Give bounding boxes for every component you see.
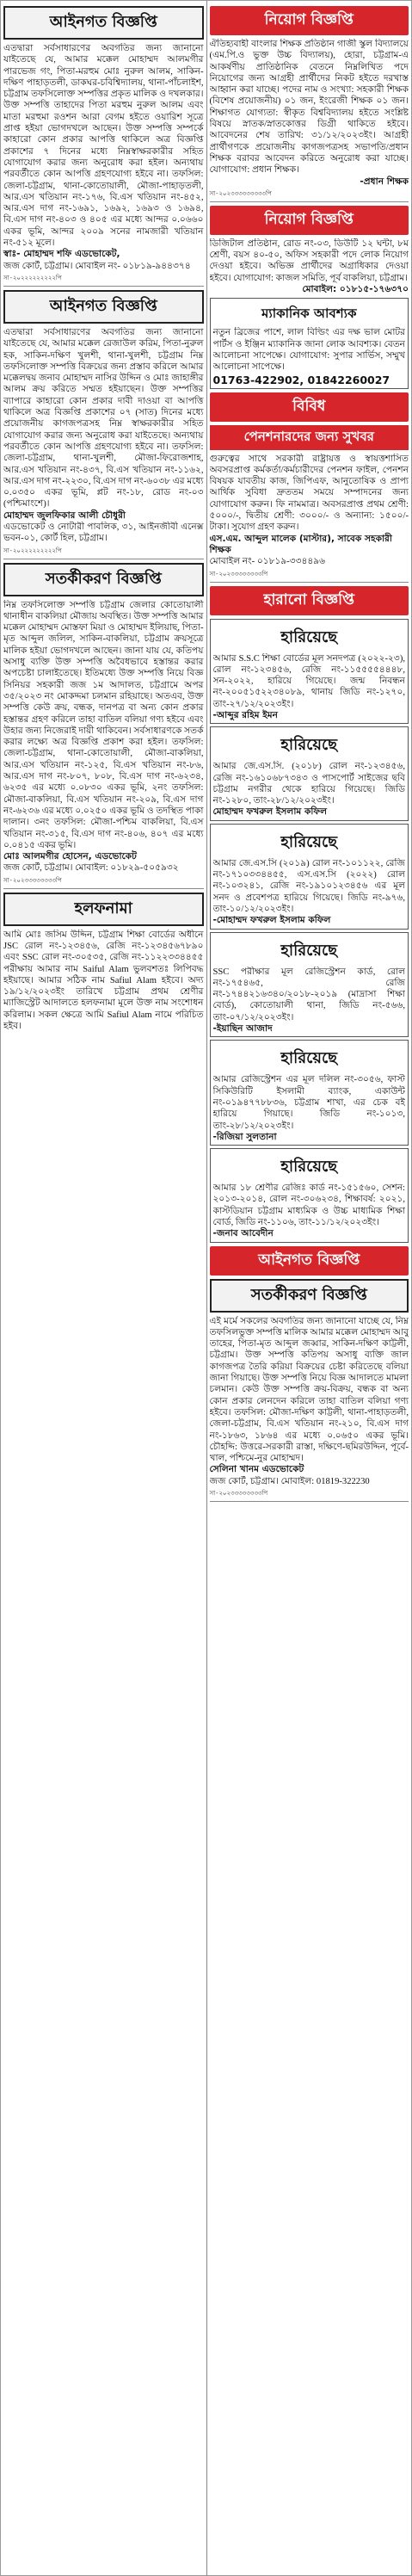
left-column <box>1 1 206 2576</box>
lost-item-signature: -আব্দুর রহিম ইমন <box>212 709 278 720</box>
notice-header: সতর্কীকরণ বিজ্ঞপ্তি <box>3 563 204 596</box>
lost-notices <box>210 586 409 1243</box>
notice-phone: 01763-422902, 01842260027 <box>212 373 390 386</box>
affidavit-notice <box>3 893 204 1033</box>
legal-notice-1 <box>3 6 204 287</box>
job-notice-1 <box>210 6 409 202</box>
lost-item-signature: -মোহাম্মদ ফখরুল ইসলাম কফিল <box>212 915 331 926</box>
notice-signature-details: এডভোকেট ও নোটারী পাবলিক, ৩১, আইনজীবী এনেক্স ভবন-০১, কোর্ট হিল, চট্টগ্রাম। <box>3 522 204 544</box>
lost-item-signature: -ইয়াছিন আজাদ <box>212 1023 273 1035</box>
right-column <box>206 1 412 2576</box>
notice-header: আইনগত বিজ্ঞপ্তি <box>210 1246 409 1276</box>
warning-notice-2 <box>210 1246 409 1502</box>
notice-header: ম্যাকানিক আবশ্যক <box>261 306 357 322</box>
notice-ref: সা-২০২৩৩৩৩৩৩৩৩পি <box>210 568 409 583</box>
lost-item <box>210 619 409 725</box>
lost-item-title: হারিয়েছে <box>280 736 338 755</box>
notice-body: এতদ্বারা সর্বসাধারণের অবগতির জন্য জানানো যাইতেছে যে, আমার মক্কেল মোহাম্মদ আলমগীর পারভেজ গং, পিতা-মরহুম মোঃ নুরুল আলম, সাকিন-দক্ষিণ পাহাড়তলী, ডাকঘর-চবিশ্বিদ্যালয়, থানা-পাঁচলাইশ, চট্টগ্রাম তফসিলোক্ত সম্পত্তির প্রকৃত মালিক ও দখলকার। উক্ত সম্পত্তি তাহাদের পিতা মরহুম নুরুল আলম এবং মাতা মরহুমা রওশন আরা বেগম হইতে ওয়ারিশ সূত্রে প্রাপ্ত হইয়া ভোগদখলে আছেন। উক্ত সম্পত্তি সম্পর্কে কাহারো কোন প্রকার আপত্তি থাকিলে অত্র বিজ্ঞপ্তি প্রকাশের ৭ দিনের মধ্যে নিম্নস্বাক্ষরকারীর সহিত যোগাযোগ করার জন্য অনুরোধ করা হইল। অন্যথায় পরবর্তীতে কোন আপত্তি গ্রহণযোগ্য হইবে না। তফসিল: জেলা-চট্টগ্রাম, থানা-কোতোয়ালী, মৌজা-পাহাড়তলী, আর.এস খতিয়ান নং-১৭৬, বি.এস খতিয়ান নং-৪৫২, আর.এস দাগ নং-১৬৯১, ১৬৯২, ১৬৯৩ ও ১৬৯৪, বি.এস দাগ নং-৪০৩ ও ৪০৫ এর মধ্যে আন্দর ০.০৬৬০ একর ভূমি, আন্দর ২০০৯ সনের নামজারী খতিয়ান নং-৫১২ মূলে। <box>3 44 204 249</box>
notice-subheader: পেনশনারদের জন্য সুখবর <box>210 425 409 450</box>
notice-signature: মোঃ আলমগীর হোসেন, এডভোকেট <box>3 851 137 862</box>
lost-item-body: SSC পরীক্ষার মূল রেজিস্ট্রেশন কার্ড, রোল নং-১৭৫৪৬৫, রেজি নং-১৭৪৪২১৬৩৪০/২০১৮-২০১৯ (মাদ্রাসা শিক্ষা বোর্ড), কোতোয়ালী থানা, জিডি নং-৫৬৬, তাং-০৭/১২/২০২৩ইং। <box>212 967 405 1022</box>
notice-ref: সা-২০২৩৩৩৩৩৩৩৩পি <box>3 874 204 889</box>
notice-body: এতদ্বারা সর্বসাধারণের অবগতির জন্য জানানো যাইতেছে যে, আমার মক্কেল রেজাউল করিম, পিতা-নুরুল হক, সাকিন-দক্ষিণ খুলশী, থানা-খুলশী, চট্টগ্রাম নিম্ন তফসিলোক্ত সম্পত্তি বিক্রয়ের জন্য প্রস্তাব করিলে আমার মক্কেলদ্বয় জনাব মোহাম্মদ নাসির উদ্দিন ও মোঃ জাহাঙ্গীর আলম ক্রয় করিতে সম্মত হইয়াছেন। উক্ত সম্পত্তির ব্যাপারে কাহারো কোন প্রকার দাবী দাওয়া বা আপত্তি থাকিলে অত্র বিজ্ঞপ্তি প্রকাশের ০৭ (সাত) দিনের মধ্যে প্রয়োজনীয় কাগজপত্রসহ নিম্ন স্বাক্ষরকারীর সহিত যোগাযোগ করার জন্য অনুরোধ করা যাইতেছে। অন্যথায় পরবর্তীতে কোন আপত্তি গ্রহণযোগ্য হইবে না। তফসিল: জেলা-চট্টগ্রাম, থানা-খুলশী, মৌজা-ফিরোজশাহ, আর.এস খতিয়ান নং-৪৩৭, বি.এস খতিয়ান নং-১১৬২, আর.এস দাগ নং-২২৩০, বি.এস দাগ নং-৬০৩৮ এর মধ্যে ০.০৩৫০ একর ভূমি, প্লট নং-১৮, রোড নং-০৩ (পশ্চিমাংশে)। <box>3 327 204 510</box>
lost-item-signature: -জনাব আবেদীন <box>212 1228 274 1239</box>
lost-item <box>210 1148 409 1242</box>
lost-item-title: হারিয়েছে <box>280 941 338 960</box>
lost-item-body: আমার জে.এস.সি. (২০১৮) রোল নং-১২৩৪৫৬, রেজি নং-১৬১০৬৮৭৩৪৩ ও পাসপোর্ট সাইজের ছবি চট্টগ্রাম নগরীর থেকে হারিয়ে গিয়েছে। জিডি নং-১২৮০, তাং-২৮/১২/২০২৩ইং। <box>212 762 405 806</box>
lost-item-body: আমার ১৮ শ্রেণীর রেজিঃ কার্ড নং-১৫১৫৬০, সেশন: ২০১৩-২০১৪, রোল নং-৩০৬২৩৪, শিক্ষাবর্ষ: ২০২১, কাস্টডিয়ান চট্টগ্রাম মাধ্যমিক ও উচ্চ মাধ্যমিক শিক্ষা বোর্ড, জিডি নং-১১০৬, তাং-১১/১২/২০২৩ইং। <box>212 1183 405 1227</box>
lost-item <box>210 1040 409 1146</box>
lost-item-title: হারিয়েছে <box>280 832 338 851</box>
notice-ref: সা-২০২৩৩৩৩৩৩৩৩৩পি <box>210 188 409 202</box>
notice-signature: এস.এম. আব্দুল মালেক (মাস্টার), সাবেক সহকারী শিক্ষক <box>209 533 392 555</box>
legal-notice-2 <box>3 290 204 559</box>
notice-ref: সা-২০২২২২২২২২২পি <box>3 272 204 287</box>
lost-item <box>210 726 409 820</box>
notice-body: নিম্ন তফসিলোক্ত সম্পত্তি চট্টগ্রাম জেলার কোতোয়ালী থানাধীন বাকলিয়া মৌজায় অবস্থিত। উক্ত সম্পত্তি আমার মক্কেল মোহাম্মদ মোস্তফা মিয়া ও মোহাম্মদ ইলিয়াছ, পিতা-মৃত আব্দুল জলিল, সাকিন-বাকলিয়া, চট্টগ্রাম ক্রয়সূত্রে মালিক হইয়া ভোগদখলে আছেন। জানা যায় যে, কতিপয় অসাধু ব্যক্তি উক্ত সম্পত্তি অবৈধভাবে হস্তান্তর করার অপচেষ্টা চালাইতেছে। ইতিমধ্যে উক্ত সম্পত্তি নিয়ে বিজ্ঞ সিনিয়র সহকারী জজ ১ম আদালত, চট্টগ্রামে অপর ৩৫/২০২৩ নং মোকদ্দমা চলমান রহিয়াছে। অতএব, উক্ত সম্পত্তি কেউ ক্রয়, বন্ধক, দানপত্র বা অন্য কোন প্রকার হস্তান্তর গ্রহণ করিলে তাহা বাতিল বলিয়া গণ্য হইবে এবং উহার জন্য নিজেরাই দায়ী থাকিবেন। সর্বসাধারণকে সতর্ক করার লক্ষ্যে অত্র বিজ্ঞপ্তি প্রকাশ করা হইল। তফসিল: জেলা-চট্টগ্রাম, থানা-কোতোয়ালী, মৌজা-বাকলিয়া, আর.এস খতিয়ান নং-১২৫, বি.এস খতিয়ান নং-৮৬, আর.এস দাগ নং-৮০৭, ৮০৮, বি.এস দাগ নং-৬২৩৪, ৬২৩৫ এর মধ্যে ০.০৮৩০ একর ভূমি, ২নং তফসিল: মৌজা-বাকলিয়া, বি.এস খতিয়ান নং-২০৯, বি.এস দাগ নং-৬২৩৬ এর মধ্যে ০.০২৫০ একর ভূমি ও তদস্থিত পাকা দালান। ৩নং তফসিল: মৌজা-পশ্চিম বাকলিয়া, বি.এস খতিয়ান নং-৩১৫, বি.এস দাগ নং-৪০৬, ৪০৭ এর মধ্যে ০.০৪১৫ একর ভূমি। <box>3 600 204 850</box>
notice-signature: সেলিনা খানম এডভোকেট <box>209 1464 304 1475</box>
notice-body: এই মর্মে সকলের অবগতির জন্য জানানো যাচ্ছে যে, নিম্ন তফসিলভুক্ত সম্পত্তি মালিক আমার মক্কেল মোহাম্মদ আবু তাহের, পিতা-মৃত আব্দুল জব্বার, সাকিন-দক্ষিণ কাট্টলী, চট্টগ্রাম। উক্ত সম্পত্তি কতিপয় অসাধু ব্যক্তি জাল কাগজপত্র তৈরি করিয়া বিক্রয়ের চেষ্টা করিতেছে বলিয়া জানা গিয়াছে। উক্ত সম্পত্তি নিয়ে বিজ্ঞ আদালতে মামলা চলমান। কেউ উক্ত সম্পত্তি ক্রয়-বিক্রয়, বন্ধক বা অন্য কোন প্রকার লেনদেন করিলে তাহা বাতিল বলিয়া গণ্য হইবে। তফসিল: মৌজা-দক্ষিণ কাট্টলী, থানা-পাহাড়তলী, জেলা-চট্টগ্রাম, বি.এস খতিয়ান নং-২১০, বি.এস দাগ নং-১৮৬৩, ১৮৬৪ এর মধ্যে ০.০৬৫০ একর ভূমি। চৌহদ্দি: উত্তরে-সরকারী রাস্তা, দক্ষিণে-ছমিরউদ্দিন, পূর্বে-খাল, পশ্চিমে-নুর মোহাম্মদ। <box>209 1316 409 1464</box>
notice-signature-details: জজ কোর্ট, চট্টগ্রাম। মোবাইল: ০১৮২৯-৫০৫৯৩২ <box>3 863 179 874</box>
lost-item-signature: মোহাম্মদ ফখরুল ইসলাম কফিল <box>212 806 328 818</box>
misc-notice <box>210 392 409 583</box>
notice-signature: মোহাম্মদ জুলফিকার আলী চৌধুরী <box>3 510 126 521</box>
lost-item-title: হারিয়েছে <box>280 1049 338 1068</box>
notice-signature-details: জজ কোর্ট, চট্টগ্রাম। মোবাইল নং- ০১৮১৯-৯৪৪৩৭৪ <box>3 261 191 271</box>
notice-signature: স্বাঃ- মোহাম্মদ শফি এডভোকেট, <box>3 249 120 260</box>
notice-header: নিয়োগ বিজ্ঞপ্তি <box>210 6 409 35</box>
notice-header: হলফনামা <box>3 893 204 926</box>
lost-item <box>210 824 409 930</box>
notice-header: নিয়োগ বিজ্ঞপ্তি <box>210 206 409 235</box>
notice-signature-details: জজ কোর্ট, চট্টগ্রাম। মোবাইল: 01819-322230 <box>209 1476 370 1486</box>
notice-signature-details: মোবাইল নং- ০১৮১৯-৩৩৪৪৯৬ <box>209 557 326 567</box>
lost-item-title: হারিয়েছে <box>280 1158 338 1177</box>
mechanic-notice <box>210 298 409 388</box>
lost-item-signature: -রিজিয়া সুলতানা <box>212 1131 277 1142</box>
notice-signature: -প্রধান শিক্ষক <box>360 176 409 187</box>
notice-header: আইনগত বিজ্ঞপ্তি <box>3 290 204 324</box>
notice-body: গুরুত্বের সাথে সরকারী রাষ্ট্রায়ত্ত ও স্বায়ত্তশাসিত অবসরপ্রাপ্ত কর্মকর্তা/কর্মচারীদের পেনশন ফাইল, পেনশন বিষয়ক যাবতীয় কাজ, জিপিএফ, আনুতোষিক ও প্রাপ্য আর্থিক সুবিধা দ্রুততম সময়ে সম্পাদনের জন্য যোগাযোগ করুন। ফি নামমাত্র। অবসরপ্রাপ্ত প্রথম শ্রেণী: ৫০০০/-, দ্বিতীয় শ্রেণী: ৩০০০/- ও অন্যান্য: ১৫০০/- টাকা। সুযোগ গ্রহণ করুন। <box>209 454 409 533</box>
lost-item-title: হারিয়েছে <box>280 627 338 646</box>
notice-header: আইনগত বিজ্ঞপ্তি <box>3 6 204 40</box>
notice-header: হারানো বিজ্ঞপ্তি <box>210 586 409 615</box>
notice-phone: মোবাইল: ০১৮১৫-১৭৬৩৭০ <box>302 284 409 295</box>
notice-ref: সা-২০২২২২২২২২২পি <box>3 545 204 559</box>
notice-header: বিবিধ <box>210 392 409 422</box>
lost-item <box>210 932 409 1038</box>
lost-item-body: আমার জে.এস.সি (২০১৯) রোল নং-১০১১২২, রেজি নং-১৭১০৩৩৪৪৫৫, এস.এস.সি (২০২২) রোল নং-১০৩২৪১, রেজি নং-১৯১০১২৩৪৫৬ এর মূল সনদ ও প্রবেশপত্র হারিয়ে গিয়েছে। জিডি নং-৯৭৬, তাং-১০/১২/২০২৩ইং। <box>212 858 405 914</box>
job-notice-2 <box>210 206 409 295</box>
notice-ref: সা-২০২৩৩৩৩৩৩৩৩পি <box>210 1487 409 1502</box>
notice-body: ঐতিহ্যবাহী বাংলার শিক্ষক প্রতিষ্ঠান গাজী স্কুল বিদ্যালয়ে (এম.পি.ও ভুক্ত উচ্চ বিদ্যালয়), হোরা, চট্টগ্রাম-এ আকর্ষণীয় প্রাতিষ্ঠানিক বেতনে নিম্নলিখিত পদে নিয়োগের জন্য আগ্রহী প্রার্থীদের নিকট হইতে দরখাস্ত আহ্বান করা যাচ্ছে। পদের নাম ও সংখ্যা: সহকারী শিক্ষক (বিশেষ প্রয়োজনীয়) ০১ জন, ইংরেজী শিক্ষক ০১ জন। শিক্ষাগত যোগ্যতা: স্বীকৃত বিশ্ববিদ্যালয় হইতে সংশ্লিষ্ট বিষয়ে স্নাতক/স্নাতকোত্তর ডিগ্রী থাকিতে হইবে। আবেদনের শেষ তারিখ: ৩১/১২/২০২৩ইং। আগ্রহী প্রার্থীগণকে প্রয়োজনীয় কাগজপত্রসহ সভাপতি/প্রধান শিক্ষক বরাবর আবেদন করিতে অনুরোধ করা যাচ্ছে। যোগাযোগ: প্রধান শিক্ষক। <box>209 40 409 176</box>
notice-body: ডিজিটাল প্রতিষ্ঠান, রোড নং-০৩, ডিউটি ১২ ঘন্টা, ৮ম শ্রেণী, বয়স ৪০-৫০, অফিস সহকারী পদে লোক নিয়োগ দেওয়া হইবে। অভিজ্ঞ প্রার্থীদের অগ্রাধিকার দেওয়া হইবে। যোগাযোগ: কাজল সমিতি, পূর্ব বাকলিয়া, চট্টগ্রাম। <box>209 238 409 283</box>
notice-body: নতুন ব্রিজের পাশে, লাল বিল্ডিং এর দক্ষ ভাল মোটর পার্টস ও ইঞ্জিন ম্যাকানিক জানা লোক আবশ্যক। বেতন আলোচনা সাপেক্ষে। যোগাযোগ: সুপার সার্ভিস, সম্মুখ আলোচনা সাপেক্ষে। <box>212 328 405 373</box>
lost-item-body: আমার S.S.C শিক্ষা বোর্ডের মূল সনদপত্র (২০২২-২৩), রোল নং-১২৩৪৫৬, রেজি নং-১১৫৫৫৫৪৪৪৮, সন-২০২২, হারিয়ে গিয়েছে। জন্ম নিবন্ধন নং-২০০৫১৫২২৩৪০৮৯, থানায় জিডি নং-১২৭০, তাং-২৭/১২/২০২৩ইং। <box>212 653 405 709</box>
notice-body: আমি মোঃ জসিম উদ্দিন, চট্টগ্রাম শিক্ষা বোর্ডের অধীনে JSC রোল নং-১২৩৪৫৬, রেজি নং-১২৩৪৫৬৭৮৯০ এবং SSC রোল নং-৩০৫৩৫, রেজি নং-১১২২৩৩৪৪৫৫ পরীক্ষায় আমার নাম Saiful Alam ভুলবশতঃ লিপিবদ্ধ হইয়াছে। আমার সঠিক নাম Safiul Alam হইবে। অদ্য ১৯/১২/২০২৩ইং তারিখে চট্টগ্রাম প্রথম শ্রেণীর ম্যাজিস্ট্রেট আদালতে হলফনামা মূলে উক্ত নাম সংশোধন করিলাম। সকল ক্ষেত্রে আমি Safiul Alam নামে পরিচিত হইব। <box>3 930 204 1032</box>
notice-subheader: সতর্কীকরণ বিজ্ঞপ্তি <box>210 1279 409 1313</box>
warning-notice <box>3 563 204 889</box>
lost-item-body: আমার রেজিস্ট্রেশন এর মূল দলিল নং-৩০৫৬, ফাস্ট সিকিউরিটি ইসলামী ব্যাংক, একাউন্ট নং-০১৯৪৭৭৮৮৩৬, চট্টগ্রাম শাখা, এর চেক বই হারিয়ে গিয়াছে। জিডি নং-১০১৩, তাং-২৮/১২/২০২৩ইং। <box>212 1075 405 1131</box>
